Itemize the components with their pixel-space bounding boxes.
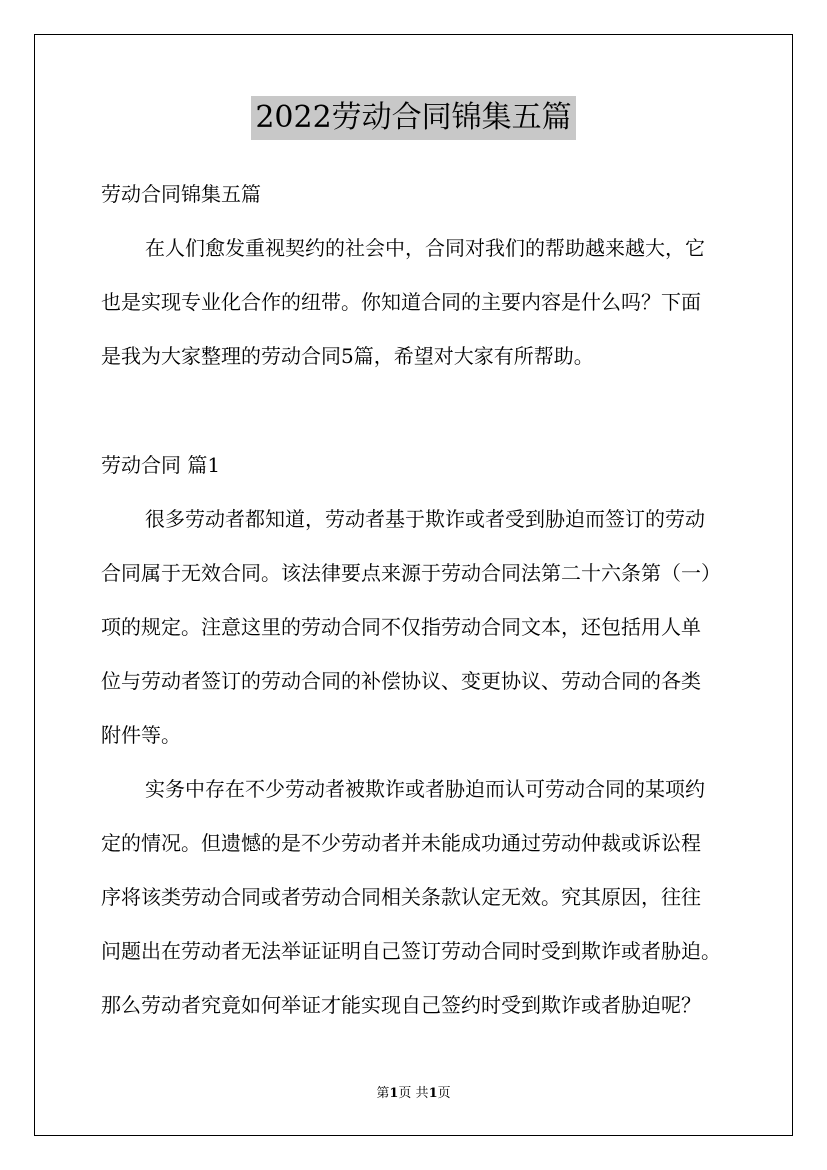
para1-line-2: 合同属于无效合同。该法律要点来源于劳动合同法第二十六条第（一） — [101, 561, 721, 585]
footer-page-prefix: 第 — [376, 1086, 390, 1101]
title-wrap — [0, 96, 827, 140]
footer-page-mid: 页 共 — [398, 1086, 429, 1101]
document-title: 2022劳动合同锦集五篇 — [251, 96, 575, 140]
document-subtitle: 劳动合同锦集五篇 — [101, 182, 261, 206]
intro-line-2: 也是实现专业化合作的纽带。你知道合同的主要内容是什么吗？下面 — [101, 290, 701, 314]
footer-page-total: 1 — [428, 1086, 438, 1101]
footer-page-number: 1 — [389, 1086, 399, 1101]
para2-line-4: 问题出在劳动者无法举证证明自己签订劳动合同时受到欺诈或者胁迫。 — [101, 939, 721, 963]
para2-line-1: 实务中存在不少劳动者被欺诈或者胁迫而认可劳动合同的某项约 — [145, 777, 705, 801]
footer-page-suffix: 页 — [437, 1086, 451, 1101]
intro-line-1: 在人们愈发重视契约的社会中，合同对我们的帮助越来越大，它 — [145, 236, 705, 260]
intro-line-3: 是我为大家整理的劳动合同5篇，希望对大家有所帮助。 — [101, 344, 594, 368]
page-footer — [0, 1082, 827, 1101]
para2-line-2: 定的情况。但遗憾的是不少劳动者并未能成功通过劳动仲裁或诉讼程 — [101, 831, 701, 855]
para1-line-1: 很多劳动者都知道，劳动者基于欺诈或者受到胁迫而签订的劳动 — [145, 507, 705, 531]
section-heading: 劳动合同 篇1 — [101, 453, 221, 477]
para2-line-5: 那么劳动者究竟如何举证才能实现自己签约时受到欺诈或者胁迫呢？ — [101, 993, 701, 1017]
para2-line-3: 序将该类劳动合同或者劳动合同相关条款认定无效。究其原因，往往 — [101, 885, 701, 909]
para1-line-4: 位与劳动者签订的劳动合同的补偿协议、变更协议、劳动合同的各类 — [101, 669, 701, 693]
para1-line-5: 附件等。 — [101, 723, 181, 747]
para1-line-3: 项的规定。注意这里的劳动合同不仅指劳动合同文本，还包括用人单 — [101, 615, 701, 639]
